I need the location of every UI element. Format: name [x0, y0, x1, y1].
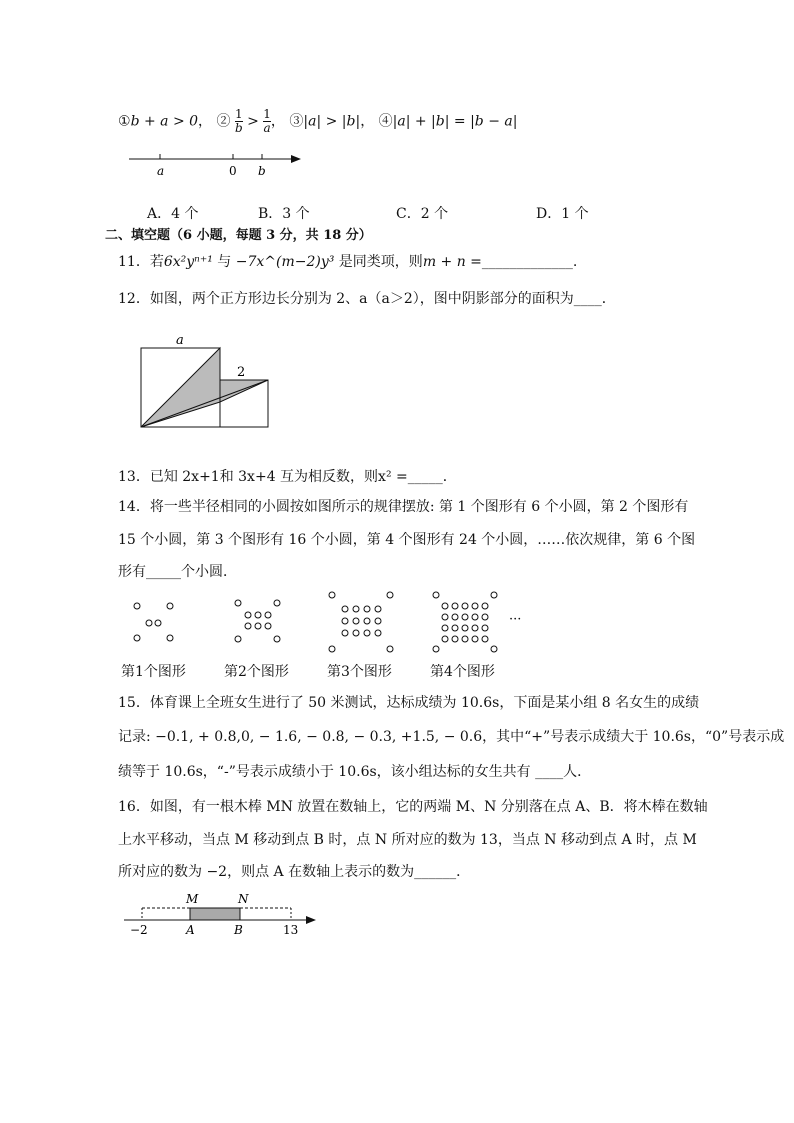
label-A: A	[186, 923, 195, 937]
caption-1: 第1个图形	[121, 664, 186, 680]
label-13: 13	[283, 923, 299, 937]
q15-line1: 15．体育课上全班女生进行了 50 米测试，达标成绩为 10.6s，下面是某小组 8 名女生的成绩	[118, 695, 700, 711]
label-0: 0	[229, 164, 237, 178]
label-M: M	[186, 892, 199, 906]
figure-2	[235, 600, 280, 642]
q15-line3: 绩等于 10.6s，“-”号表示成绩小于 10.6s，该小组达标的女生共有 ____人．	[118, 764, 592, 780]
q14-line2: 15 个小圆，第 3 个图形有 16 个小圆，第 4 个图形有 24 个小圆，……依次规律，第 6 个图	[118, 532, 696, 548]
q10-conditions: ①b + a > 0， ② $\frac{1}{b}$ > $\frac{1}{a}$ ， ③|a| > |b|， ④|a| + |b| = |b − a|	[118, 107, 518, 135]
q14-line3: 形有_____个小圆．	[118, 564, 237, 580]
option-d: D．1 个	[536, 206, 589, 222]
option-c: C．2 个	[396, 206, 449, 222]
q14-ellipsis: ···	[509, 612, 522, 627]
q12-label-a: a	[176, 333, 184, 348]
q11-term1: 6x²yⁿ⁺¹	[163, 254, 213, 270]
q13-expr: x² =	[378, 469, 408, 485]
cond4-num: ④	[378, 113, 393, 130]
q11-blank: _____________	[481, 254, 573, 270]
q11: 11．若6x²yⁿ⁺¹ 与 −7x^(m−2)y³ 是同类项，则m + n =_____________.	[118, 254, 578, 270]
label-B: B	[234, 923, 243, 937]
caption-2: 第2个图形	[224, 664, 289, 680]
cond3-num: ③	[289, 113, 304, 130]
q16-line1: 16．如图，有一根木棒 MN 放置在数轴上，它的两端 M、N 分别落在点 A、B．将木棒在数轴	[118, 799, 708, 815]
q13-blank: _____	[407, 469, 443, 485]
cond2-frac-left: $\frac{1}{b}$	[234, 107, 243, 135]
stick-mn	[190, 908, 240, 920]
option-b: B．3 个	[258, 206, 310, 222]
caption-3: 第3个图形	[327, 664, 392, 680]
q16-line3: 所对应的数为 −2，则点 A 在数轴上表示的数为______．	[118, 864, 471, 880]
cond2-frac-right: $\frac{1}{a}$	[263, 107, 271, 135]
cond3-expr: |a| > |b|	[303, 113, 361, 130]
q12-figure	[136, 332, 276, 434]
cond1-expr: b + a > 0	[130, 113, 199, 130]
q11-term2: −7x^(m−2)y³	[235, 254, 335, 270]
q13: 13．已知 2x+1和 3x+4 互为相反数，则x² =_____．	[118, 469, 457, 485]
option-a: A．4 个	[147, 206, 199, 222]
section-title: 二、填空题（6 小题，每题 3 分，共 18 分）	[105, 228, 372, 243]
q14-line1: 14．将一些半径相同的小圆按如图所示的规律摆放: 第 1 个图形有 6 个小圆，第 2 个图形有	[118, 499, 689, 515]
label-minus2: −2	[130, 923, 148, 937]
caption-4: 第4个图形	[430, 664, 495, 680]
cond4-expr: |a| + |b| = |b − a|	[392, 113, 518, 130]
q15-line2: 记录: −0.1, + 0.8,0, − 1.6, − 0.8, − 0.3, +1.5, − 0.6，其中“+”号表示成绩大于 10.6s，“0”号表示成	[118, 729, 785, 745]
q12-label-2: 2	[237, 365, 246, 380]
cond2-num: ②	[216, 113, 231, 130]
q16-line2: 上水平移动，当点 M 移动到点 B 时，点 N 所对应的数为 13，当点 N 移动到点 A 时，点 M	[118, 832, 697, 848]
figure-4	[433, 592, 497, 652]
figure-3	[329, 592, 393, 652]
cond1-num: ①	[118, 113, 131, 130]
figure-1	[134, 603, 173, 641]
label-N: N	[238, 892, 249, 906]
q14-figures	[120, 586, 540, 656]
q16-figure	[120, 889, 325, 939]
q12-text: 12．如图，两个正方形边长分别为 2、a（a＞2），图中阴影部分的面积为____．	[118, 291, 616, 307]
label-b: b	[258, 164, 266, 178]
label-a: a	[157, 164, 165, 178]
q10-number-line	[125, 148, 310, 182]
